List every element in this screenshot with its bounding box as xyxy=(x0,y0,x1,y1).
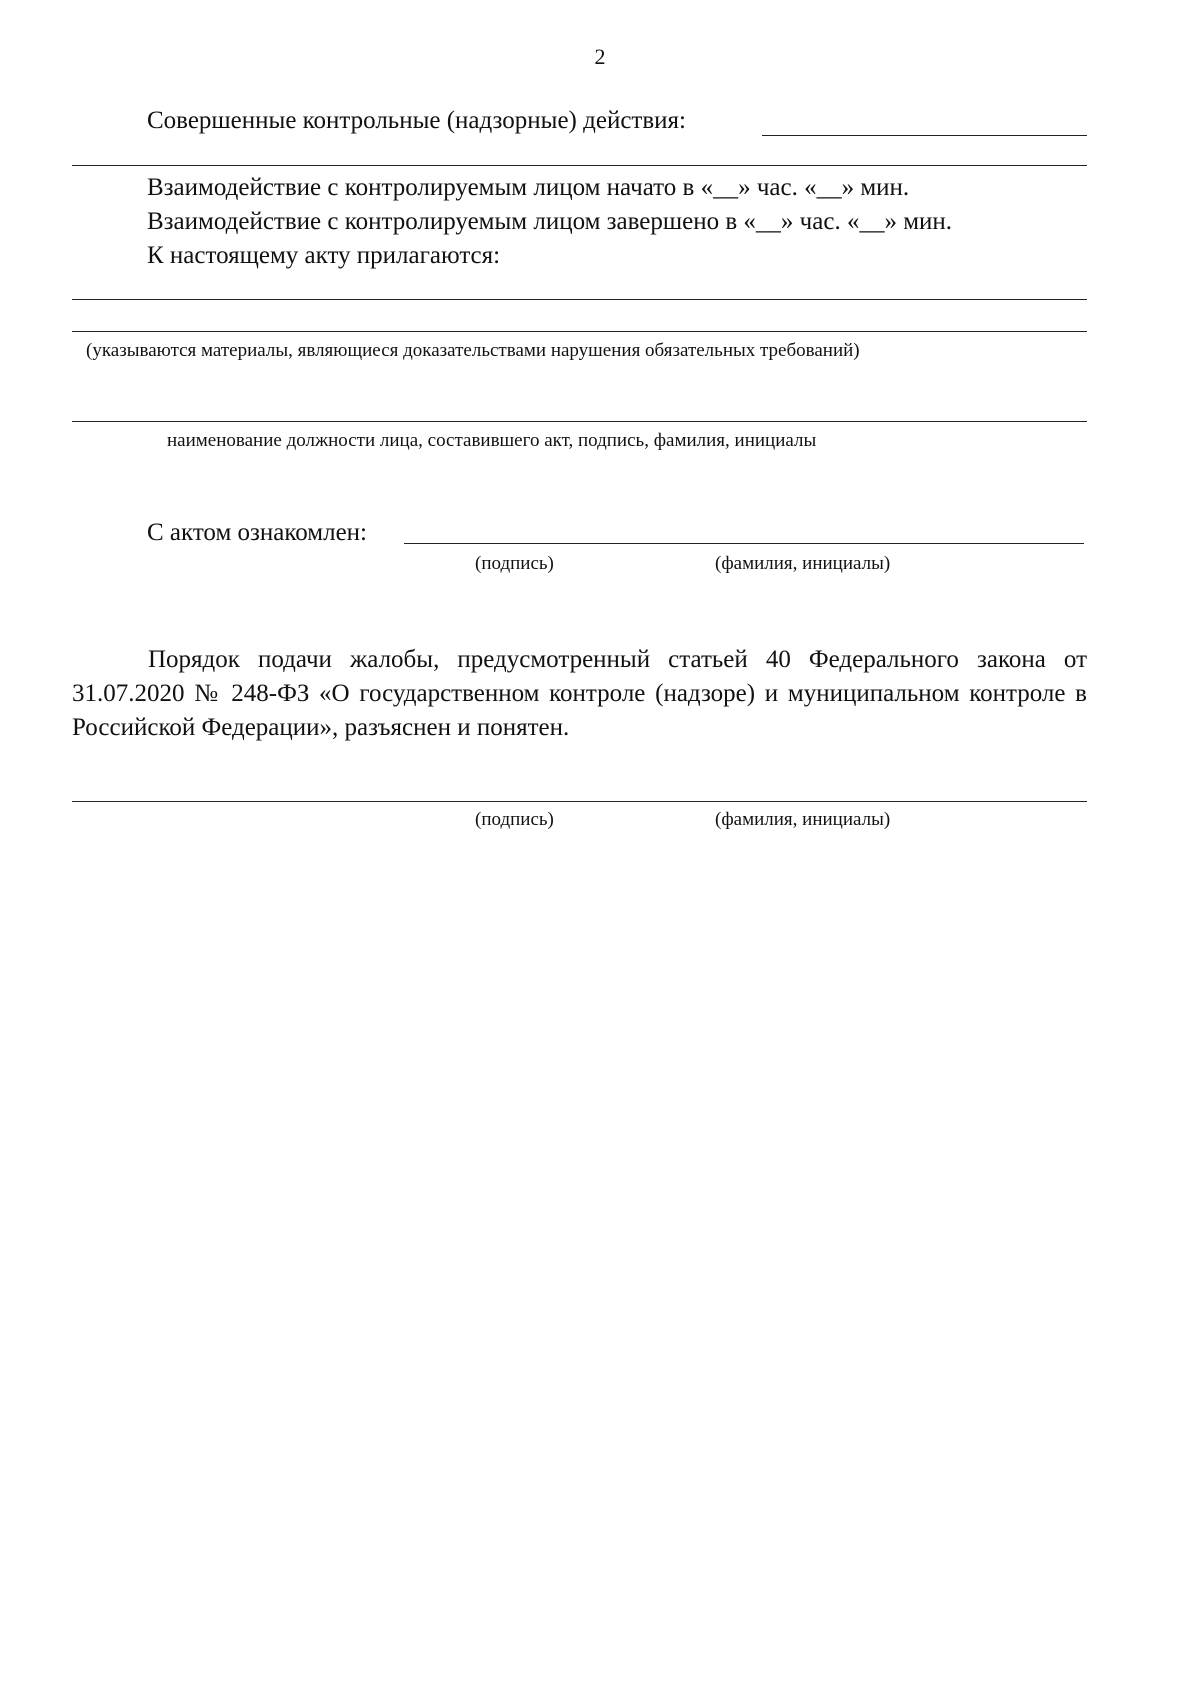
acquainted-field-line[interactable] xyxy=(404,543,1084,544)
complaint-signature-caption: (подпись) xyxy=(475,809,554,830)
interaction-end-text: Взаимодействие с контролируемым лицом завершено в «__» час. «__» мин. xyxy=(147,208,953,235)
complaint-field-line[interactable] xyxy=(72,801,1087,802)
actions-field-line[interactable] xyxy=(762,135,1087,136)
page-number: 2 xyxy=(594,44,606,69)
attachments-label: К настоящему акту прилагаются: xyxy=(147,242,501,269)
actions-label: Совершенные контрольные (надзорные) действия: xyxy=(147,107,686,134)
composer-caption: наименование должности лица, составившего акт, подпись, фамилия, инициалы xyxy=(167,430,817,451)
attachments-field-line[interactable] xyxy=(72,299,1087,300)
attachments-caption: (указываются материалы, являющиеся доказательствами нарушения обязательных требований) xyxy=(86,340,860,361)
attachments-field-line-2[interactable] xyxy=(72,331,1087,332)
interaction-start-text: Взаимодействие с контролируемым лицом начато в «__» час. «__» мин. xyxy=(147,174,910,201)
complaint-name-caption: (фамилия, инициалы) xyxy=(715,809,891,830)
acquainted-name-caption: (фамилия, инициалы) xyxy=(715,553,891,574)
composer-field-line[interactable] xyxy=(72,421,1087,422)
acquainted-label: С актом ознакомлен: xyxy=(147,519,367,546)
complaint-paragraph: Порядок подачи жалобы, предусмотренный статьей 40 Федерального закона от 31.07.2020 № 248-ФЗ «О государственном контроле (надзоре) и муниципальном контроле в Российской Федерации», разъяснен и понятен. xyxy=(72,646,1087,741)
acquainted-signature-caption: (подпись) xyxy=(475,553,554,574)
actions-field-line-2[interactable] xyxy=(72,165,1087,166)
